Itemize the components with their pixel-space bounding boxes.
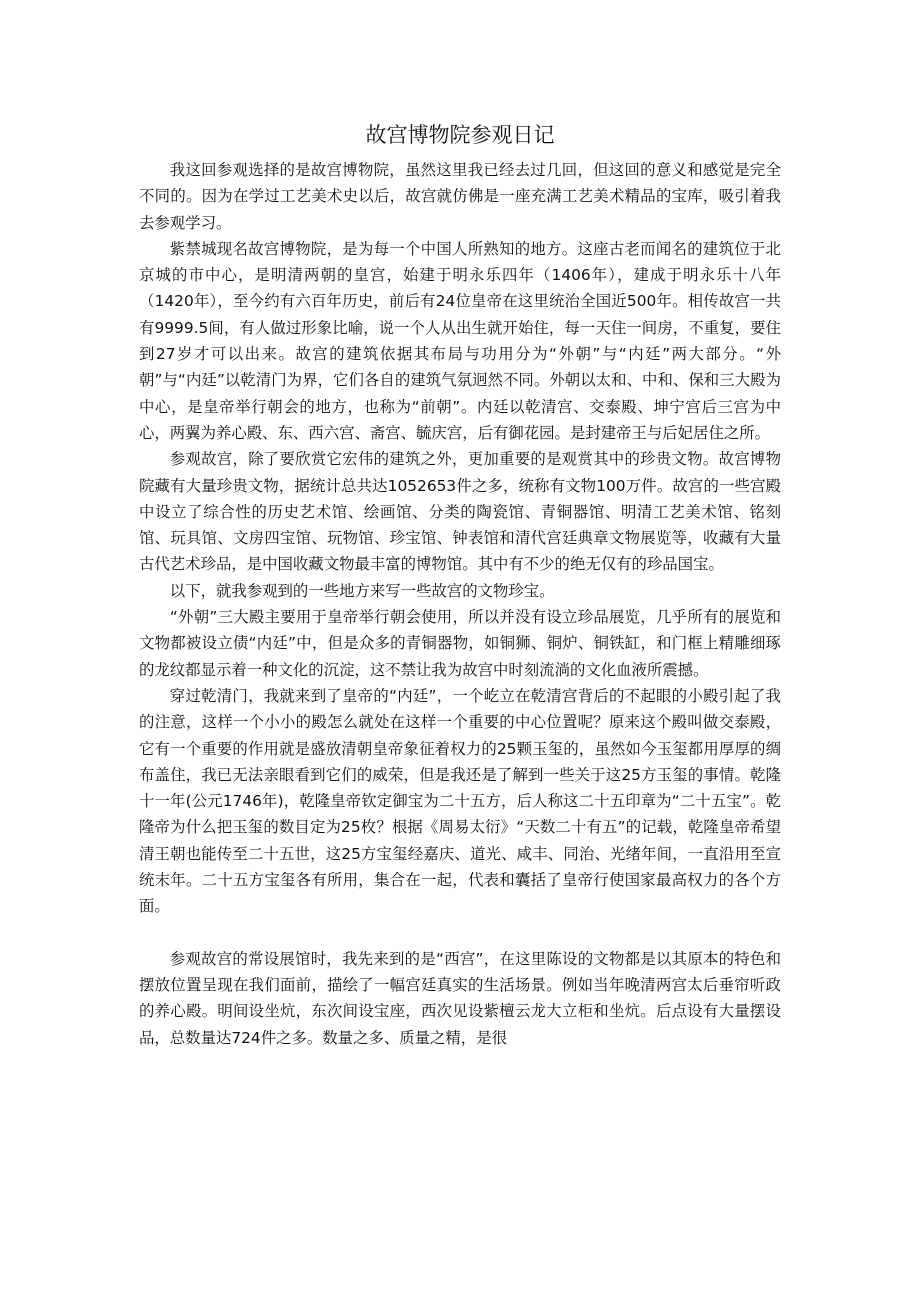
document-title: 故宫博物院参观日记 [365,123,555,147]
paragraph-intro: 我这回参观选择的是故宫博物院，虽然这里我已经去过几回，但这回的意义和感觉是完全不同的。因为在学过工艺美术史以后，故宫就仿佛是一座充满工艺美术精品的宝库，吸引着我去参观学习。 [139,161,781,232]
paragraph-jiaotai-hall: 穿过乾清门，我就来到了皇帝的“内廷”，一个屹立在乾清宫背后的不起眼的小殿引起了我的注意，这样一个小小的殿怎么就处在这样一个重要的中心位置呢？原来这个殿叫做交泰殿，它有一个重要的作用就是盛放清朝皇帝象征着权力的25颗玉玺的，虽然如今玉玺都用厚厚的绸布盖住，我已无法亲眼看到它们的威荣，但是我还是了解到一些关于这25方玉玺的事情。乾隆十一年(公元1746年)，乾隆皇帝钦定御宝为二十五方，后人称这二十五印章为“二十五宝”。乾隆帝为什么把玉玺的数目定为25枚？根据《周易太衍》“天数二十有五”的记载，乾隆皇帝希望清王朝也能传至二十五世，这25方宝玺经嘉庆、道光、咸丰、同治、光绪年间，一直沿用至宣统末年。二十五方宝玺各有所用，集合在一起，代表和囊括了皇帝行使国家最高权力的各个方面。 [139,686,781,916]
paragraph-transition: 以下，就我参观到的一些地方来写一些故宫的文物珍宝。 [169,581,555,600]
paragraph-forbidden-city: 紫禁城现名故宫博物院，是为每一个中国人所熟知的地方。这座古老而闻名的建筑位于北京城的市中心，是明清两朝的皇宫，始建于明永乐四年（1406年），建成于明永乐十八年（1420年），至今约有六百年历史，前后有24位皇帝在这里统治全国近500年。相传故宫一共有9999.5间，有人做过形象比喻，说一个人从出生就开始住，每一天住一间房，不重复，要住到27岁才可以出来。故宫的建筑依据其布局与功用分为“外朝”与“内廷”两大部分。“外朝”与“内廷”以乾清门为界，它们各自的建筑气氛迥然不同。外朝以太和、中和、保和三大殿为中心，是皇帝举行朝会的地方，也称为“前朝”。内廷以乾清宫、交泰殿、坤宁宫后三宫为中心，两翼为养心殿、东、西六宫、斋宫、毓庆宫，后有御花园。是封建帝王与后妃居住之所。 [139,239,781,442]
paragraph-relics: 参观故宫，除了要欣赏它宏伟的建筑之外，更加重要的是观赏其中的珍贵文物。故宫博物院藏有大量珍贵文物，据统计总共达1052653件之多，统称有文物100万件。故宫的一些宫殿中设立了综合性的历史艺术馆、绘画馆、分类的陶瓷馆、青铜器馆、明清工艺美术馆、铭刻馆、玩具馆、文房四宝馆、玩物馆、珍宝馆、钟表馆和清代宫廷典章文物展览等，收藏有大量古代艺术珍品，是中国收藏文物最丰富的博物馆。其中有不少的绝无仅有的珍品国宝。 [139,450,781,574]
paragraph-west-palace: 参观故宫的常设展馆时，我先来到的是“西宫”，在这里陈设的文物都是以其原本的特色和摆放位置呈现在我们面前，描绘了一幅宫廷真实的生活场景。例如当年晚清两宫太后垂帘听政的养心殿。明间设坐炕，东次间设宝座，西次见设紫檀云龙大立柜和坐炕。后点设有大量摆设品，总数量达724件之多。数量之多、质量之精，是很 [139,949,781,1047]
document-body [139,157,781,1051]
paragraph-outer-court: “外朝”三大殿主要用于皇帝举行朝会使用，所以并没有设立珍品展览，几乎所有的展览和文物都被设立债“内廷”中，但是众多的青铜器物，如铜狮、铜炉、铜铁缸，和门框上精雕细琢的龙纹都显示着一种文化的沉淀，这不禁让我为故宫中时刻流淌的文化血液所震撼。 [139,608,781,679]
